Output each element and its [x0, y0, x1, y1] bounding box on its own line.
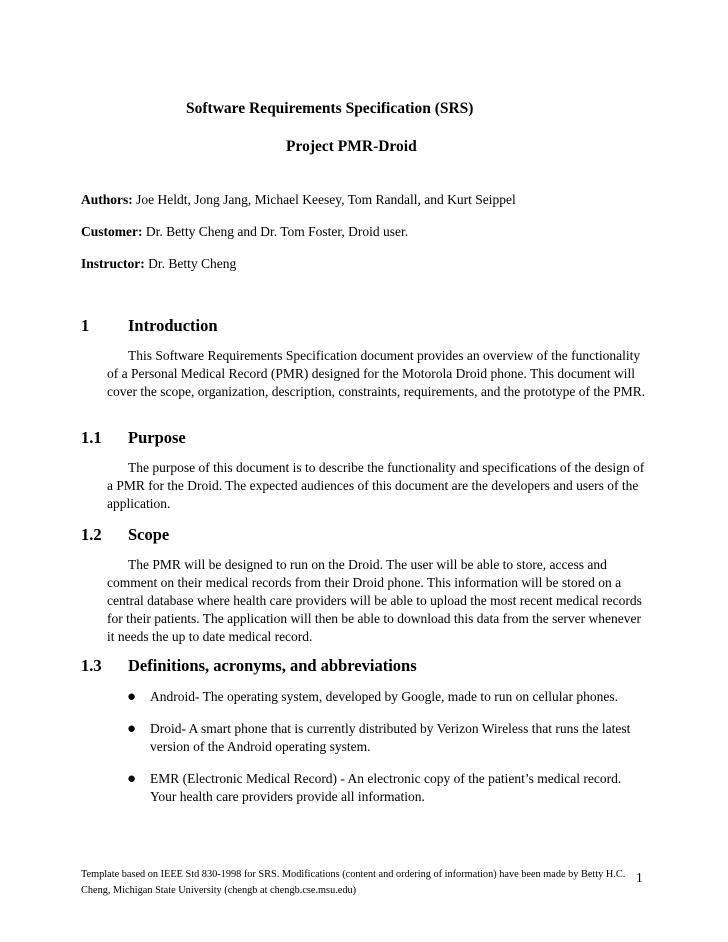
section-paragraph: This Software Requirements Specification document provides an overview of the functionality of a Personal Medical Record (PMR) designed for the Motorola Droid phone. This document will cover the scope, organization, description, constraints, requirements, and the prototype of the PMR.	[107, 348, 646, 399]
document-subtitle: Project PMR-Droid	[286, 138, 417, 155]
section-paragraph: The purpose of this document is to describe the functionality and specifications of the design of a PMR for the Droid. The expected audiences of this document are the developers and users of the application.	[107, 460, 645, 511]
definitions-list	[120, 688, 640, 820]
page-footer: Template based on IEEE Std 830-1998 for SRS. Modifications (content and ordering of information) have been made by Betty H.C. Cheng, Michigan State University (chengb at chengb.cse.msu.edu)	[81, 869, 626, 896]
bullet-icon: ●	[127, 771, 137, 787]
section-number: 1.3	[81, 656, 102, 675]
authors-value: Joe Heldt, Jong Jang, Michael Keesey, Tom Randall, and Kurt Seippel	[132, 192, 516, 207]
section-number: 1.2	[81, 525, 102, 544]
section-heading: Scope	[128, 525, 170, 544]
document-title: Software Requirements Specification (SRS)	[186, 100, 474, 117]
section-number: 1	[81, 316, 90, 335]
list-item-text: Droid- A smart phone that is currently distributed by Verizon Wireless that runs the latest version of the Android operating system.	[150, 721, 631, 754]
authors-line	[81, 192, 516, 208]
list-item	[120, 688, 640, 706]
section-paragraph: The PMR will be designed to run on the Droid. The user will be able to store, access and comment on their medical records from their Droid phone. This information will be stored on a central database where health care providers will be able to upload the most recent medical records for their patients. The application will then be able to download this data from the server whenever it needs the up to date medical record.	[107, 557, 642, 644]
section-number: 1.1	[81, 428, 102, 447]
page-number: 1	[636, 870, 643, 885]
section-heading: Introduction	[128, 316, 218, 335]
authors-label: Authors:	[81, 192, 133, 207]
list-item-text: EMR (Electronic Medical Record) - An electronic copy of the patient’s medical record. Your health care providers provide all information.	[150, 771, 622, 804]
instructor-line	[81, 256, 236, 272]
list-item	[120, 770, 640, 806]
customer-line	[81, 224, 408, 240]
section-heading: Definitions, acronyms, and abbreviations	[128, 656, 417, 675]
bullet-icon: ●	[127, 689, 137, 705]
customer-value: Dr. Betty Cheng and Dr. Tom Foster, Droid user.	[142, 224, 409, 239]
instructor-value: Dr. Betty Cheng	[144, 256, 237, 271]
bullet-icon: ●	[127, 721, 137, 737]
customer-label: Customer:	[81, 224, 143, 239]
instructor-label: Instructor:	[81, 256, 145, 271]
section-heading: Purpose	[128, 428, 186, 447]
list-item-text: Android- The operating system, developed by Google, made to run on cellular phones.	[150, 689, 619, 704]
list-item	[120, 720, 640, 756]
